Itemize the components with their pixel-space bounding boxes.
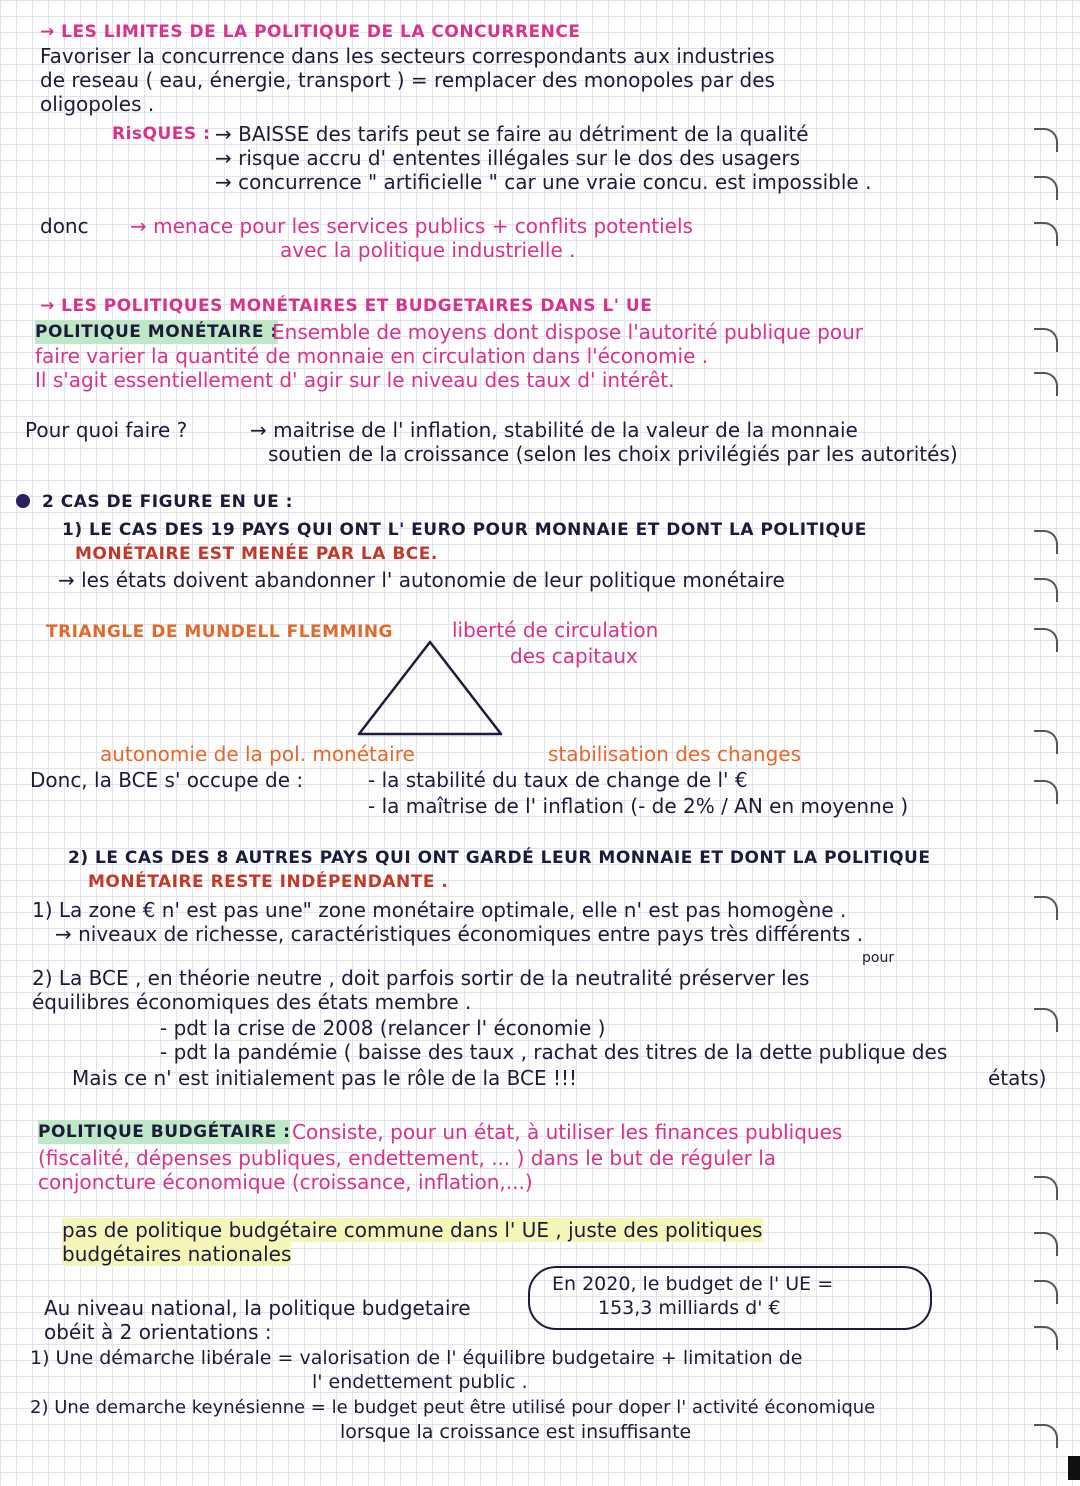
binder-ring-mark [1034, 780, 1058, 804]
monetary-def-label: POLITIQUE MONÉTAIRE : [35, 322, 278, 342]
national-text-1: Au niveau national, la politique budgetaire [44, 1296, 471, 1320]
binder-ring-mark [1034, 176, 1058, 200]
case2-point2-d: - pdt la pandémie ( baisse des taux , rachat des titres de la dette publique des [160, 1040, 948, 1064]
budget-def-2: (fiscalité, dépenses publiques, endettement, ... ) dans le but de réguler la [38, 1146, 777, 1170]
case2-title-2: MONÉTAIRE RESTE INDÉPENDANTE . [88, 872, 449, 892]
competition-text-2: de reseau ( eau, énergie, transport ) = remplacer des monopoles par des [40, 68, 775, 92]
binder-ring-mark [1034, 730, 1058, 754]
bubble-text-1: En 2020, le budget de l' UE = [552, 1273, 834, 1295]
budget-def-1: Consiste, pour un état, à utiliser les finances publiques [292, 1120, 843, 1144]
binder-ring-mark [1034, 1232, 1058, 1256]
binder-ring-mark [1034, 896, 1058, 920]
orientation-1-b: l' endettement public . [312, 1371, 528, 1393]
donc-label: donc [40, 214, 89, 238]
triangle-title: TRIANGLE DE MUNDELL FLEMMING [46, 622, 394, 642]
budget-def-3: conjoncture économique (croissance, inflation,...) [38, 1170, 533, 1194]
bullet-dot [16, 494, 30, 508]
why-text-2: soutien de la croissance (selon les choix privilégiés par les autorités) [268, 442, 958, 466]
case2-point2-b: équilibres économiques des états membre . [32, 990, 472, 1014]
case2-point1-b: → niveaux de richesse, caractéristiques économiques entre pays très différents . [55, 922, 864, 946]
competition-text-1: Favoriser la concurrence dans les secteurs correspondants aux industries [40, 44, 775, 68]
competition-heading: → LES LIMITES DE LA POLITIQUE DE LA CONCURRENCE [40, 22, 581, 42]
risk-3: → concurrence " artificielle " car une vraie concu. est impossible . [215, 170, 872, 194]
binder-ring-mark [1034, 578, 1058, 602]
binder-ring-mark [1034, 530, 1058, 554]
triangle-top-label-2: des capitaux [510, 644, 638, 668]
bce-item-1: - la stabilité du taux de change de l' € [368, 768, 748, 792]
binder-ring-mark [1034, 1326, 1058, 1350]
donc-text-1: → menace pour les services publics + conflits potentiels [130, 214, 693, 238]
case2-point1-a: 1) La zone € n' est pas une" zone monétaire optimale, elle n' est pas homogène . [32, 898, 847, 922]
triangle-right-label: stabilisation des changes [548, 742, 802, 766]
monetary-def-3: Il s'agit essentiellement d' agir sur le niveau des taux d' intérêt. [35, 368, 675, 392]
monetary-def-1: Ensemble de moyens dont dispose l'autorité publique pour [272, 320, 863, 344]
case1-title-1: 1) LE CAS DES 19 PAYS QUI ONT L' EURO POUR MONNAIE ET DONT LA POLITIQUE [62, 520, 867, 540]
case2-point2-f: états) [988, 1066, 1047, 1090]
binder-ring-mark [1034, 328, 1058, 352]
competition-text-3: oligopoles . [40, 92, 155, 116]
bce-item-2: - la maîtrise de l' inflation (- de 2% / AN en moyenne ) [368, 794, 909, 818]
risk-2: → risque accru d' ententes illégales sur le dos des usagers [215, 146, 801, 170]
cases-heading: 2 CAS DE FIGURE EN UE : [42, 492, 293, 512]
why-label: Pour quoi faire ? [25, 418, 188, 442]
bubble-text-2: 153,3 milliards d' € [598, 1297, 781, 1319]
why-text-1: → maitrise de l' inflation, stabilité de la valeur de la monnaie [250, 418, 858, 442]
bce-intro: Donc, la BCE s' occupe de : [30, 768, 304, 792]
budget-highlight-1: pas de politique budgétaire commune dans l' UE , juste des politiques [62, 1218, 763, 1242]
binder-ring-mark [1034, 128, 1058, 152]
binder-ring-mark [1034, 222, 1058, 246]
binder-ring-mark [1034, 628, 1058, 652]
binder-ring-mark [1034, 1008, 1058, 1032]
case2-title-1: 2) LE CAS DES 8 AUTRES PAYS QUI ONT GARDÉ LEUR MONNAIE ET DONT LA POLITIQUE [68, 848, 931, 868]
case2-point2-c: - pdt la crise de 2008 (relancer l' économie ) [160, 1016, 606, 1040]
orientation-2-a: 2) Une demarche keynésienne = le budget peut être utilisé pour doper l' activité économique [30, 1397, 876, 1418]
orientation-1-a: 1) Une démarche libérale = valorisation de l' équilibre budgetaire + limitation de [30, 1347, 803, 1369]
monetary-heading: → LES POLITIQUES MONÉTAIRES ET BUDGETAIRES DANS L' UE [40, 296, 653, 316]
risk-1: → BAISSE des tarifs peut se faire au détriment de la qualité [215, 122, 809, 146]
binder-ring-mark [1034, 372, 1058, 396]
budget-highlight-2: budgétaires nationales [62, 1242, 292, 1266]
budget-def-label: POLITIQUE BUDGÉTAIRE : [38, 1122, 291, 1142]
case2-point2-a: 2) La BCE , en théorie neutre , doit parfois sortir de la neutralité préserver les [32, 966, 810, 990]
donc-text-2: avec la politique industrielle . [280, 238, 576, 262]
binder-ring-mark [1034, 1280, 1058, 1304]
triangle-left-label: autonomie de la pol. monétaire [100, 742, 415, 766]
binder-ring-mark [1034, 1424, 1058, 1448]
triangle-top-label-1: liberté de circulation [452, 618, 659, 642]
case2-point2-e: Mais ce n' est initialement pas le rôle de la BCE !!! [72, 1066, 578, 1090]
case1-title-2: MONÉTAIRE EST MENÉE PAR LA BCE. [75, 544, 438, 564]
mundell-triangle [355, 638, 505, 738]
edge-mark [1068, 1456, 1080, 1480]
national-text-2: obéit à 2 orientations : [44, 1320, 272, 1344]
monetary-def-2: faire varier la quantité de monnaie en circulation dans l'économie . [35, 344, 709, 368]
case2-pour: pour [862, 950, 895, 966]
orientation-2-b: lorsque la croissance est insuffisante [340, 1421, 692, 1443]
binder-ring-mark [1034, 1176, 1058, 1200]
case1-note: → les états doivent abandonner l' autonomie de leur politique monétaire [58, 568, 785, 592]
risks-label: RisQUES : [112, 124, 211, 144]
